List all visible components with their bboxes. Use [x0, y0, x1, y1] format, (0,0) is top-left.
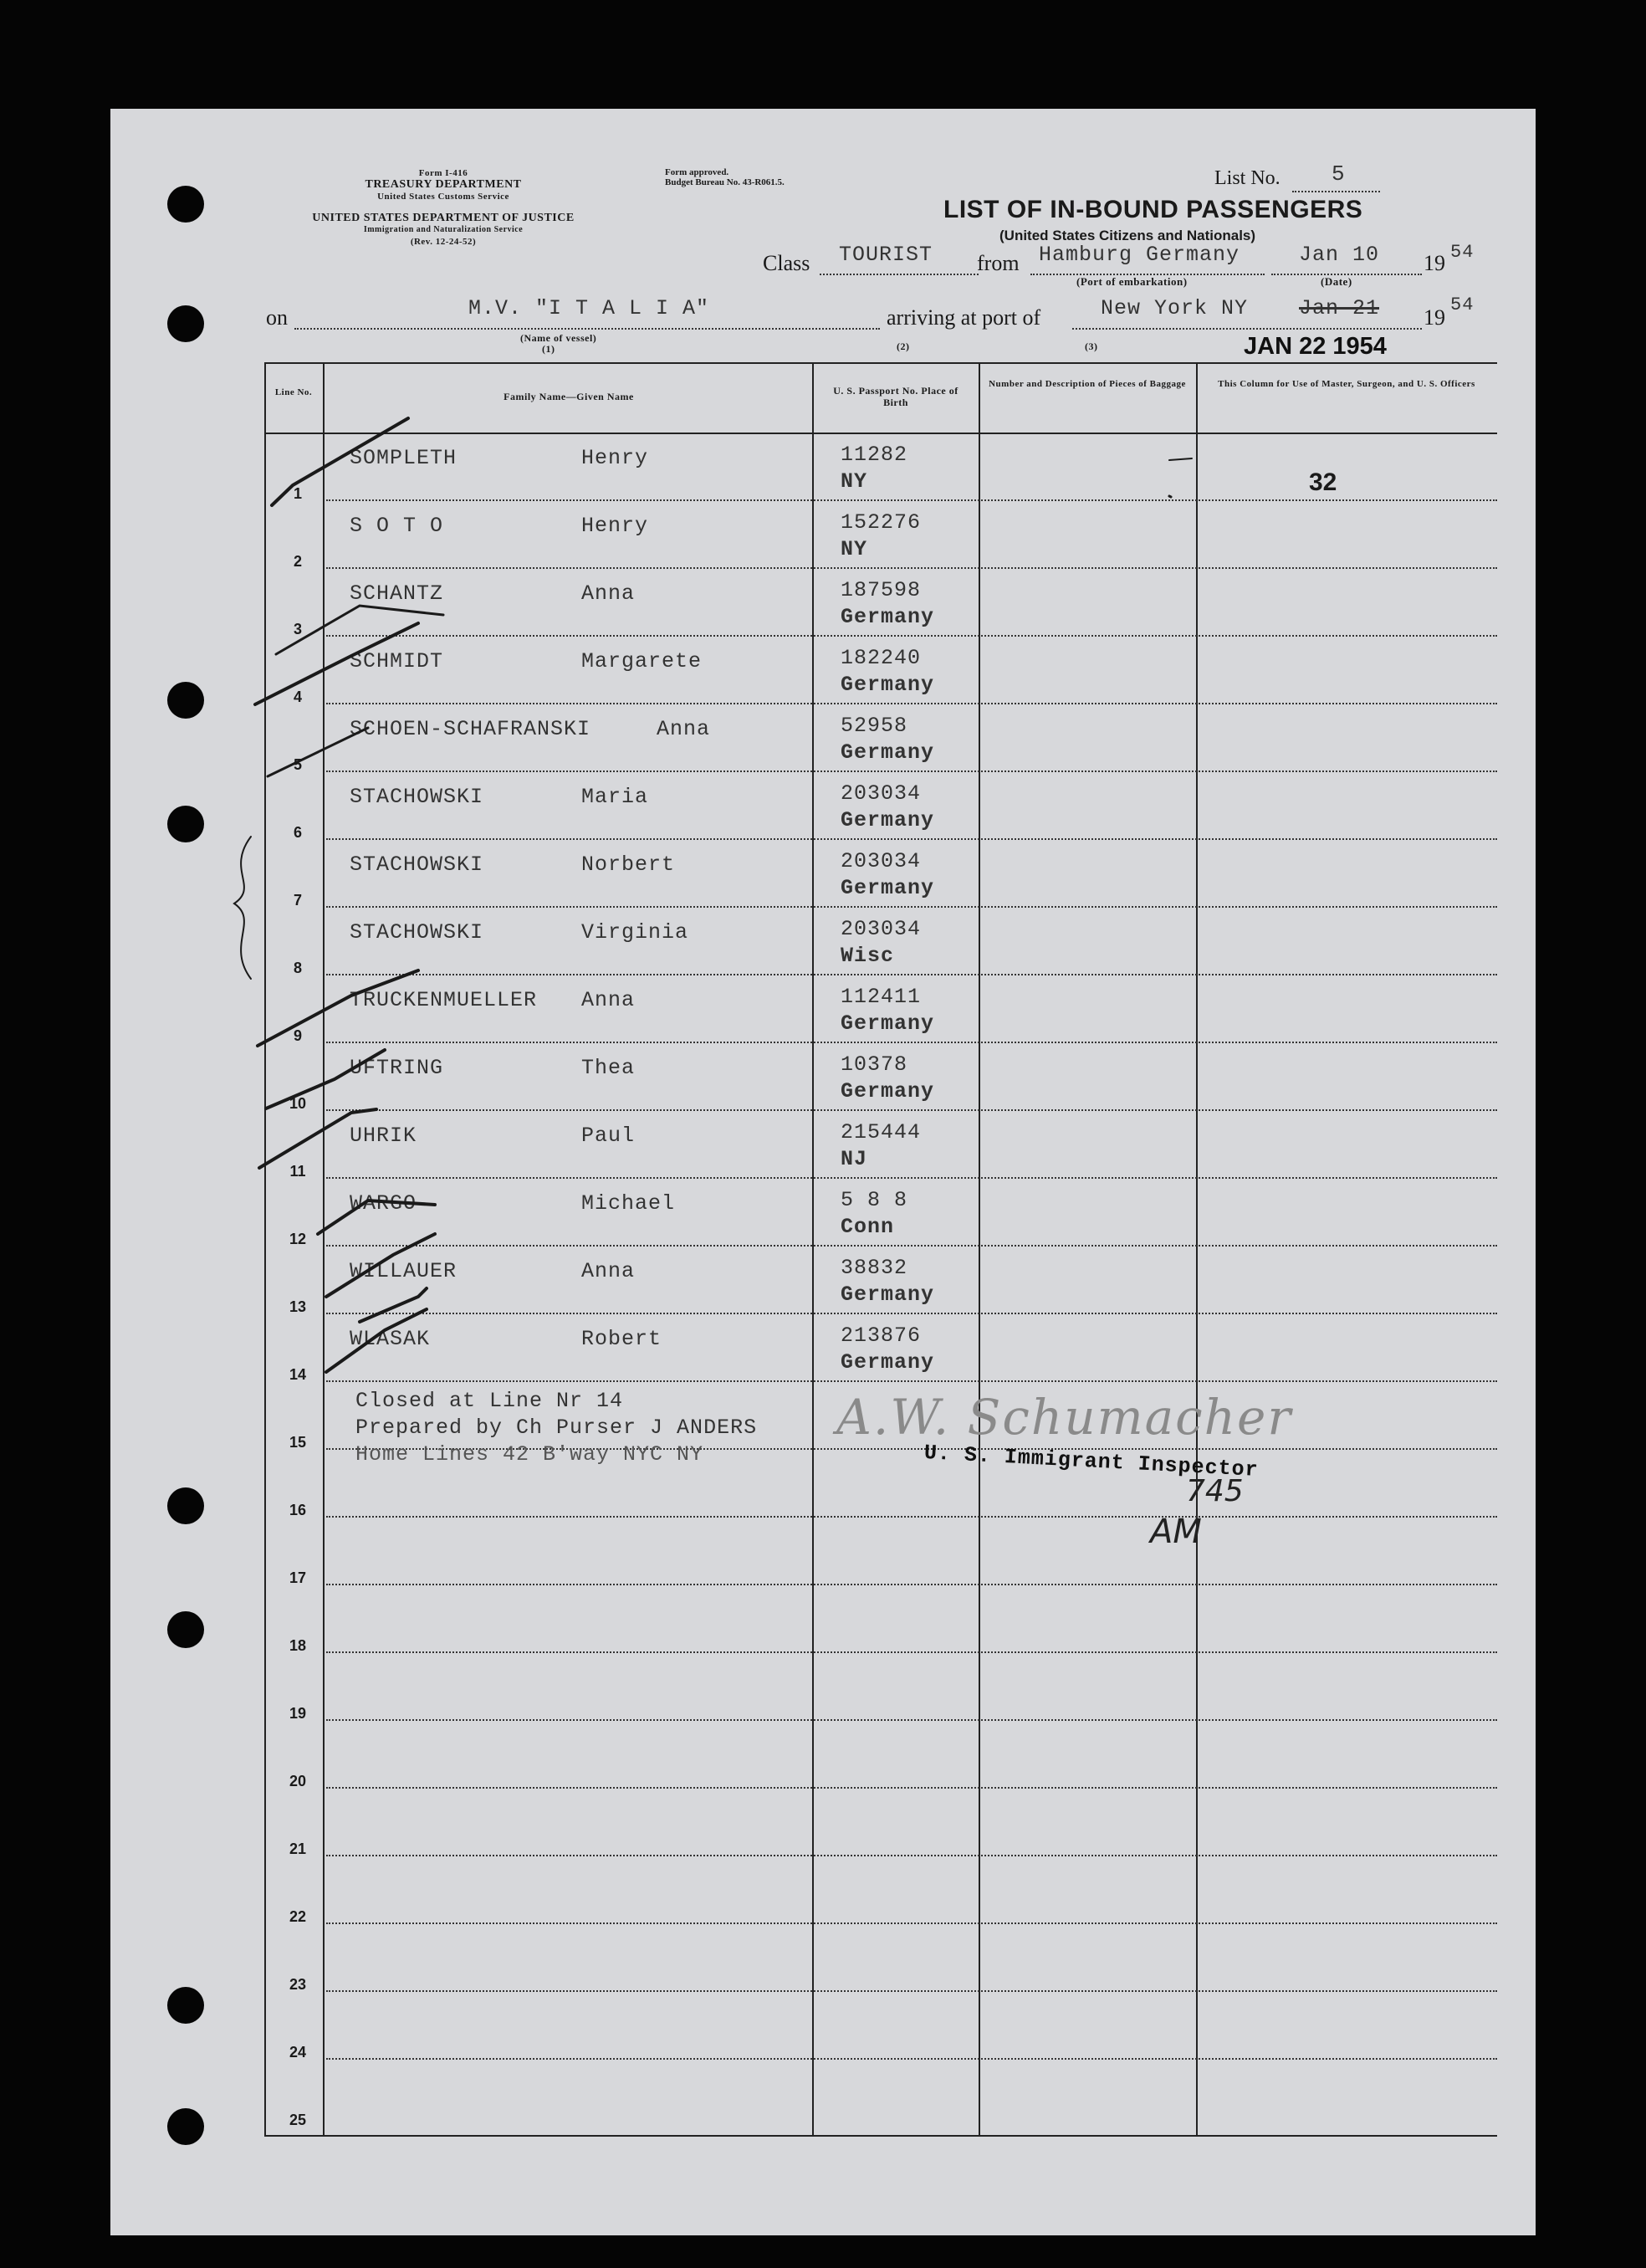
col-num-1: (1): [542, 343, 555, 355]
place-of-birth: Germany: [841, 1350, 935, 1375]
list-no-label: List No.: [1214, 167, 1281, 189]
given-name: Anna: [581, 1259, 636, 1283]
given-name: Paul: [581, 1124, 636, 1148]
line-number: 1: [293, 485, 302, 502]
given-name: Maria: [581, 785, 649, 809]
place-of-birth: Conn: [841, 1215, 895, 1239]
family-name: STACHOWSKI: [350, 852, 484, 877]
form-approval: Form approved. Budget Bureau No. 43-R061.5.: [665, 167, 785, 187]
family-name: UFTRING: [350, 1056, 444, 1080]
passport-no: 5 8 8: [841, 1188, 908, 1212]
given-name: Michael: [581, 1191, 676, 1216]
family-name: SCHANTZ: [350, 581, 444, 606]
col-num-2: (2): [897, 340, 910, 352]
given-name: Anna: [581, 988, 636, 1012]
passport-no: 112411: [841, 985, 922, 1009]
line-number: 24: [289, 2044, 307, 2061]
on-label: on: [266, 305, 288, 330]
line-number: 23: [289, 1976, 307, 1993]
closing-line-1: Closed at Line Nr 14: [355, 1389, 624, 1413]
place-of-birth: NY: [841, 469, 868, 494]
line-number: 20: [289, 1773, 307, 1789]
family-name: TRUCKENMUELLER: [350, 988, 538, 1012]
page-title: LIST OF IN-BOUND PASSENGERS: [943, 196, 1363, 223]
class-label: Class: [763, 251, 810, 275]
punch-hole: [167, 806, 204, 842]
year-value: 54: [1450, 242, 1475, 263]
line-number: 16: [289, 1502, 307, 1518]
arriving-label: arriving at port of: [887, 305, 1041, 330]
port-embarkation-value: Hamburg Germany: [1039, 243, 1240, 267]
embark-date-value: Jan 10: [1299, 243, 1380, 267]
col-header-name: Family Name—Given Name: [504, 391, 634, 402]
line-number: 6: [293, 824, 302, 841]
punch-hole: [167, 305, 204, 342]
line-number: 9: [293, 1027, 302, 1044]
place-of-birth: Germany: [841, 876, 935, 900]
line-number: 11: [289, 1163, 306, 1180]
punch-hole: [167, 1611, 204, 1648]
line-number: 19: [289, 1705, 307, 1722]
place-of-birth: NY: [841, 537, 868, 561]
given-name: Henry: [581, 514, 649, 538]
closing-line-2: Prepared by Ch Purser J ANDERS: [355, 1416, 758, 1440]
arrival-year: 54: [1450, 294, 1475, 315]
officer-count: 32: [1309, 468, 1337, 496]
line-number: 18: [289, 1637, 307, 1654]
arrival-port-value: New York NY: [1101, 296, 1249, 320]
place-of-birth: Germany: [841, 1011, 935, 1036]
col-header-line: Line No.: [274, 387, 313, 397]
family-name: STACHOWSKI: [350, 920, 484, 945]
line-number: 3: [293, 621, 302, 637]
place-of-birth: Wisc: [841, 944, 895, 968]
col-header-passport: U. S. Passport No. Place of Birth: [833, 385, 958, 408]
passport-no: 213876: [841, 1323, 922, 1348]
passport-no: 11282: [841, 443, 908, 467]
page-subtitle: (United States Citizens and Nationals): [999, 228, 1256, 243]
passport-no: 182240: [841, 646, 922, 670]
line-number: 5: [293, 756, 302, 773]
family-name: WARGO: [350, 1191, 417, 1216]
date-caption: (Date): [1321, 275, 1352, 288]
line-number: 15: [289, 1434, 307, 1451]
family-name: WLASAK: [350, 1327, 431, 1351]
family-name: SCHOEN-SCHAFRANSKI: [350, 717, 591, 741]
given-name: Virginia: [581, 920, 689, 945]
line-number: 14: [289, 1366, 307, 1383]
place-of-birth: Germany: [841, 1282, 935, 1307]
given-name: Anna: [581, 581, 636, 606]
inspector-title: U. S. Immigrant Inspector: [923, 1441, 1260, 1482]
family-name: UHRIK: [350, 1124, 417, 1148]
class-value: TOURIST: [839, 243, 933, 267]
punch-hole: [167, 1987, 204, 2024]
port-embarkation-caption: (Port of embarkation): [1076, 275, 1188, 288]
line-number: 10: [289, 1095, 307, 1112]
arrival-year-prefix: 19: [1424, 305, 1445, 330]
vessel-name: M.V. "I T A L I A": [468, 296, 710, 320]
passport-no: 152276: [841, 510, 922, 535]
family-name: SOMPLETH: [350, 446, 458, 470]
given-name: Thea: [581, 1056, 636, 1080]
passport-no: 52958: [841, 714, 908, 738]
line-number: 12: [289, 1231, 307, 1247]
line-number: 25: [289, 2112, 307, 2128]
punch-hole: [167, 682, 204, 719]
time-note-2: AM: [1150, 1513, 1202, 1551]
arrival-date-struck: Jan 21: [1299, 296, 1380, 320]
passport-no: 187598: [841, 578, 922, 602]
place-of-birth: Germany: [841, 740, 935, 765]
closing-line-3: Home Lines 42 B'way NYC NY: [355, 1442, 704, 1467]
line-number: 21: [289, 1841, 307, 1857]
given-name: Robert: [581, 1327, 662, 1351]
col-header-officers: This Column for Use of Master, Surgeon, and U. S. Officers: [1218, 379, 1475, 389]
given-name: Henry: [581, 446, 649, 470]
place-of-birth: Germany: [841, 808, 935, 832]
passport-no: 38832: [841, 1256, 908, 1280]
punch-hole: [167, 1487, 204, 1524]
passport-no: 203034: [841, 917, 922, 941]
given-name: Margarete: [581, 649, 703, 673]
passport-no: 10378: [841, 1052, 908, 1077]
place-of-birth: Germany: [841, 1079, 935, 1103]
line-number: 4: [293, 689, 302, 705]
line-number: 17: [289, 1569, 307, 1586]
line-number: 8: [293, 960, 302, 976]
passport-no: 203034: [841, 849, 922, 873]
date-stamp: JAN 22 1954: [1244, 333, 1387, 360]
form-agency: UNITED STATES DEPARTMENT OF JUSTICE Immigration and Naturalization Service (Rev. 12-24-52): [312, 212, 575, 247]
list-no-value: 5: [1332, 161, 1346, 187]
passport-no: 203034: [841, 781, 922, 806]
given-name: Anna: [657, 717, 711, 741]
inspector-signature: A.W. Schumacher: [836, 1389, 1293, 1446]
form-id: Form I-416 TREASURY DEPARTMENT United States Customs Service: [365, 168, 522, 202]
line-number: 22: [289, 1908, 307, 1925]
punch-hole: [167, 2108, 204, 2145]
family-name: STACHOWSKI: [350, 785, 484, 809]
line-number: 2: [293, 553, 302, 570]
given-name: Norbert: [581, 852, 676, 877]
line-number: 7: [293, 892, 302, 909]
from-label: from: [977, 251, 1020, 275]
family-name: SCHMIDT: [350, 649, 444, 673]
place-of-birth: NJ: [841, 1147, 868, 1171]
place-of-birth: Germany: [841, 673, 935, 697]
col-num-3: (3): [1085, 340, 1098, 352]
time-note-1: 745: [1186, 1474, 1244, 1508]
line-number: 13: [289, 1298, 307, 1315]
passport-no: 215444: [841, 1120, 922, 1144]
place-of-birth: Germany: [841, 605, 935, 629]
family-name: WILLAUER: [350, 1259, 458, 1283]
col-header-baggage: Number and Description of Pieces of Baggage: [989, 379, 1186, 389]
vessel-caption: (Name of vessel): [520, 332, 597, 344]
year-prefix: 19: [1424, 251, 1445, 275]
punch-hole: [167, 186, 204, 223]
family-name: S O T O: [350, 514, 444, 538]
